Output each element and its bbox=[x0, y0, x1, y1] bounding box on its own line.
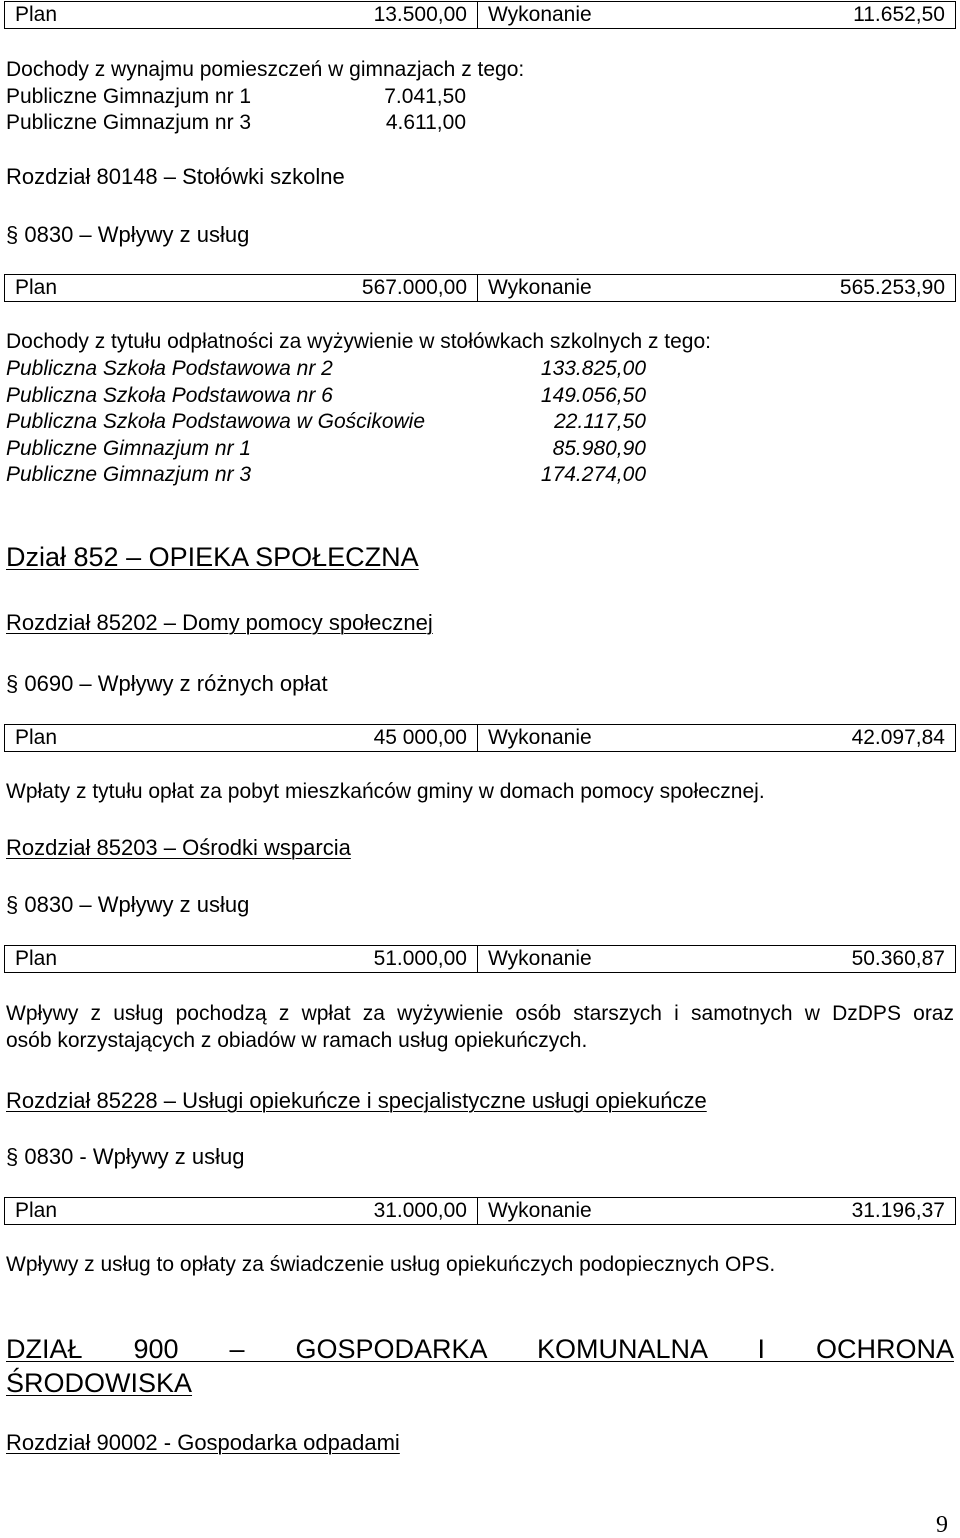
item-name: Publiczna Szkoła Podstawowa nr 2 bbox=[6, 357, 333, 380]
item-value: 133.825,00 bbox=[540, 357, 646, 380]
plan-table bbox=[4, 724, 956, 752]
item-name: Publiczna Szkoła Podstawowa nr 6 bbox=[6, 384, 333, 407]
execution-cell bbox=[478, 275, 956, 302]
plan-label: Plan bbox=[15, 3, 58, 26]
gym-rent-heading: Dochody z wynajmu pomieszczeń w gimnazjach z tego: bbox=[6, 58, 525, 81]
paragraph-0830-heading bbox=[6, 892, 249, 918]
plan-table bbox=[4, 945, 956, 973]
execution-cell bbox=[478, 946, 956, 973]
plan-label: Plan bbox=[15, 726, 58, 749]
item-value: 4.611,00 bbox=[385, 111, 466, 134]
item-value: 174.274,00 bbox=[540, 463, 646, 486]
section-sign: § bbox=[6, 1144, 19, 1169]
section-sign: § bbox=[6, 222, 19, 247]
execution-value: 42.097,84 bbox=[851, 726, 945, 749]
item-name: Publiczne Gimnazjum nr 3 bbox=[6, 463, 252, 486]
section-sign: § bbox=[6, 892, 19, 917]
item-value: 85.980,90 bbox=[552, 437, 646, 460]
execution-value: 50.360,87 bbox=[851, 947, 945, 970]
rozdzial-85228-heading: Rozdział 85228 – Usługi opiekuńcze i specjalistyczne usługi opiekuńcze bbox=[6, 1088, 707, 1113]
execution-label: Wykonanie bbox=[488, 726, 592, 749]
paragraph-label: 0830 – Wpływy z usług bbox=[24, 892, 250, 917]
dzial-900-title bbox=[6, 1332, 954, 1400]
r85228-note: Wpływy z usług to opłaty za świadczenie usług opiekuńczych podopiecznych OPS. bbox=[6, 1253, 776, 1276]
paragraph-0690-heading bbox=[6, 671, 328, 697]
rozdzial-85203-heading: Rozdział 85203 – Ośrodki wsparcia bbox=[6, 835, 351, 860]
plan-cell bbox=[5, 1198, 478, 1225]
paragraph-0830-heading bbox=[6, 1144, 244, 1170]
execution-cell bbox=[478, 1198, 956, 1225]
execution-label: Wykonanie bbox=[488, 947, 592, 970]
plan-label: Plan bbox=[15, 1199, 58, 1222]
execution-cell bbox=[478, 2, 956, 29]
plan-value: 31.000,00 bbox=[373, 1199, 467, 1222]
title-line: ŚRODOWISKA bbox=[6, 1368, 193, 1398]
paragraph-0830-heading bbox=[6, 222, 249, 248]
plan-cell bbox=[5, 2, 478, 29]
plan-value: 567.000,00 bbox=[361, 276, 467, 299]
execution-value: 11.652,50 bbox=[853, 3, 945, 26]
rozdzial-80148-heading: Rozdział 80148 – Stołówki szkolne bbox=[6, 164, 345, 189]
r85203-note bbox=[6, 1000, 954, 1054]
plan-cell bbox=[5, 725, 478, 752]
execution-label: Wykonanie bbox=[488, 3, 592, 26]
plan-value: 51.000,00 bbox=[373, 947, 467, 970]
plan-cell bbox=[5, 275, 478, 302]
item-value: 149.056,50 bbox=[540, 384, 646, 407]
plan-table bbox=[4, 274, 956, 302]
r85202-note: Wpłaty z tytułu opłat za pobyt mieszkańców gminy w domach pomocy społecznej. bbox=[6, 780, 765, 803]
item-name: Publiczne Gimnazjum nr 3 bbox=[6, 111, 252, 134]
note-line: osób korzystających z obiadów w ramach usług opiekuńczych. bbox=[6, 1029, 588, 1052]
item-name: Publiczne Gimnazjum nr 1 bbox=[6, 437, 252, 460]
item-value: 22.117,50 bbox=[554, 410, 646, 433]
paragraph-label: 0690 – Wpływy z różnych opłat bbox=[24, 671, 328, 696]
plan-value: 45 000,00 bbox=[373, 726, 467, 749]
rozdzial-90002-heading: Rozdział 90002 - Gospodarka odpadami bbox=[6, 1430, 400, 1455]
rozdzial-85202-heading: Rozdział 85202 – Domy pomocy społecznej bbox=[6, 610, 433, 635]
title-line: DZIAŁ 900 – GOSPODARKA KOMUNALNA I OCHRONA bbox=[6, 1334, 954, 1364]
plan-cell bbox=[5, 946, 478, 973]
dzial-852-title: Dział 852 – OPIEKA SPOŁECZNA bbox=[6, 542, 419, 572]
canteens-heading: Dochody z tytułu odpłatności za wyżywienie w stołówkach szkolnych z tego: bbox=[6, 330, 711, 353]
execution-cell bbox=[478, 725, 956, 752]
execution-label: Wykonanie bbox=[488, 276, 592, 299]
item-value: 7.041,50 bbox=[384, 85, 466, 108]
section-sign: § bbox=[6, 671, 19, 696]
plan-label: Plan bbox=[15, 947, 58, 970]
execution-value: 31.196,37 bbox=[851, 1199, 945, 1222]
execution-label: Wykonanie bbox=[488, 1199, 592, 1222]
plan-label: Plan bbox=[15, 276, 58, 299]
item-name: Publiczne Gimnazjum nr 1 bbox=[6, 85, 252, 108]
plan-value: 13.500,00 bbox=[373, 3, 467, 26]
execution-value: 565.253,90 bbox=[839, 276, 945, 299]
plan-table bbox=[4, 1197, 956, 1225]
page-number: 9 bbox=[936, 1512, 948, 1538]
plan-table bbox=[4, 1, 956, 29]
item-name: Publiczna Szkoła Podstawowa w Gościkowie bbox=[6, 410, 426, 433]
paragraph-label: 0830 - Wpływy z usług bbox=[24, 1144, 245, 1169]
paragraph-label: 0830 – Wpływy z usług bbox=[24, 222, 250, 247]
note-line: Wpływy z usług pochodzą z wpłat za wyżywienie osób starszych i samotnych w DzDPS oraz bbox=[6, 1002, 954, 1025]
